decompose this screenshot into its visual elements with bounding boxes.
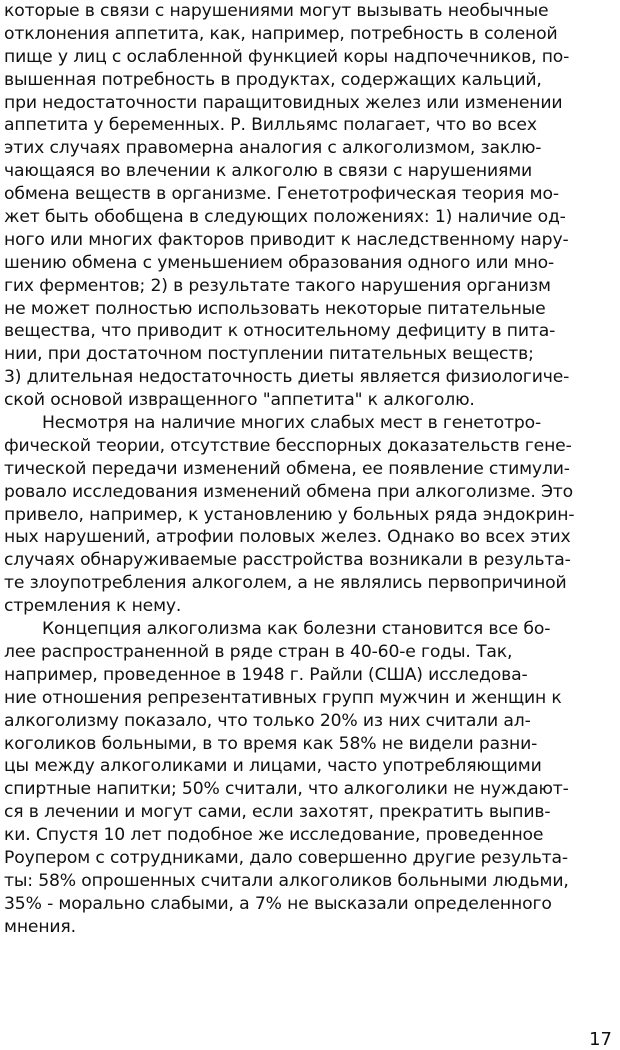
text-line: чающаяся во влечении к алкоголю в связи с нарушениями [4, 161, 533, 182]
text-line: ного или многих факторов приводит к наследственному нару- [4, 229, 569, 250]
paragraph [4, 0, 616, 412]
text-line: нии, при достаточном поступлении питательных веществ; [4, 344, 534, 365]
text-line: гих ферментов; 2) в результате такого нарушения организм [4, 275, 551, 296]
text-line: например, проведенное в 1948 г. Райли (США) исследова- [4, 664, 528, 685]
text-line: лее распространенной в ряде стран в 40-60-е годы. Так, [4, 641, 513, 662]
text-line: при недостаточности паращитовидных желез или изменении [4, 92, 563, 113]
text-line: этих случаях правомерна аналогия с алкоголизмом, заклю- [4, 138, 542, 159]
text-line: ных нарушений, атрофии половых желез. Однако во всех этих [4, 527, 571, 548]
text-line: отклонения аппетита, как, например, потребность в соленой [4, 23, 558, 44]
text-line: шению обмена с уменьшением образования одного или мно- [4, 252, 555, 273]
text-line: ся в лечении и могут сами, если захотят, прекратить выпив- [4, 802, 551, 823]
text-line: цы между алкоголиками и лицами, часто употребляющими [4, 756, 542, 777]
text-line: алкоголизму показало, что только 20% из них считали ал- [4, 710, 531, 731]
text-line: те злоупотребления алкоголем, а не являлись первопричиной [4, 573, 567, 594]
text-line: мнения. [4, 916, 76, 937]
text-line: пище у лиц с ослабленной функцией коры надпочечников, по- [4, 46, 570, 67]
page-number: 17 [589, 1029, 612, 1050]
text-line: жет быть обобщена в следующих положениях: 1) наличие од- [4, 207, 566, 228]
paragraph [4, 618, 616, 938]
text-line: спиртные напитки; 50% считали, что алкоголики не нуждают- [4, 779, 569, 800]
text-line: не может полностью использовать некоторые питательные [4, 298, 546, 319]
text-line: фической теории, отсутствие бесспорных доказательств гене- [4, 435, 572, 456]
text-line: коголиков больными, в то время как 58% не видели разни- [4, 733, 538, 754]
text-line: Роупером с сотрудниками, дало совершенно другие результа- [4, 847, 568, 868]
text-line: ты: 58% опрошенных считали алкоголиков больными людьми, [4, 870, 569, 891]
text-line: ской основой извращенного "аппетита" к алкоголю. [4, 390, 475, 411]
text-line: ние отношения репрезентативных групп мужчин и женщин к [4, 687, 562, 708]
body-text [4, 0, 616, 939]
text-line: случаях обнаруживаемые расстройства возникали в результа- [4, 550, 571, 571]
text-line: 3) длительная недостаточность диеты является физиологиче- [4, 367, 570, 388]
text-line: Несмотря на наличие многих слабых мест в генетотро- [42, 413, 541, 434]
text-line: аппетита у беременных. Р. Вилльямс полагает, что во всех [4, 115, 537, 136]
text-line: обмена веществ в организме. Генетотрофическая теория мо- [4, 184, 559, 205]
text-line: которые в связи с нарушениями могут вызывать необычные [4, 1, 549, 21]
text-line: ровало исследования изменений обмена при алкоголизме. Это [4, 481, 574, 502]
text-line: 35% - морально слабыми, а 7% не высказали определенного [4, 893, 552, 914]
text-line: ки. Спустя 10 лет подобное же исследование, проведенное [4, 825, 544, 846]
text-line: вещества, что приводит к относительному дефициту в пита- [4, 321, 556, 342]
text-line: стремления к нему. [4, 596, 182, 617]
paragraph [4, 412, 616, 618]
text-line: вышенная потребность в продуктах, содержащих кальций, [4, 69, 542, 90]
text-line: привело, например, к установлению у больных ряда эндокрин- [4, 504, 575, 525]
text-line: тической передачи изменений обмена, ее появление стимули- [4, 458, 570, 479]
text-line: Концепция алкоголизма как болезни становится все бо- [42, 619, 551, 640]
